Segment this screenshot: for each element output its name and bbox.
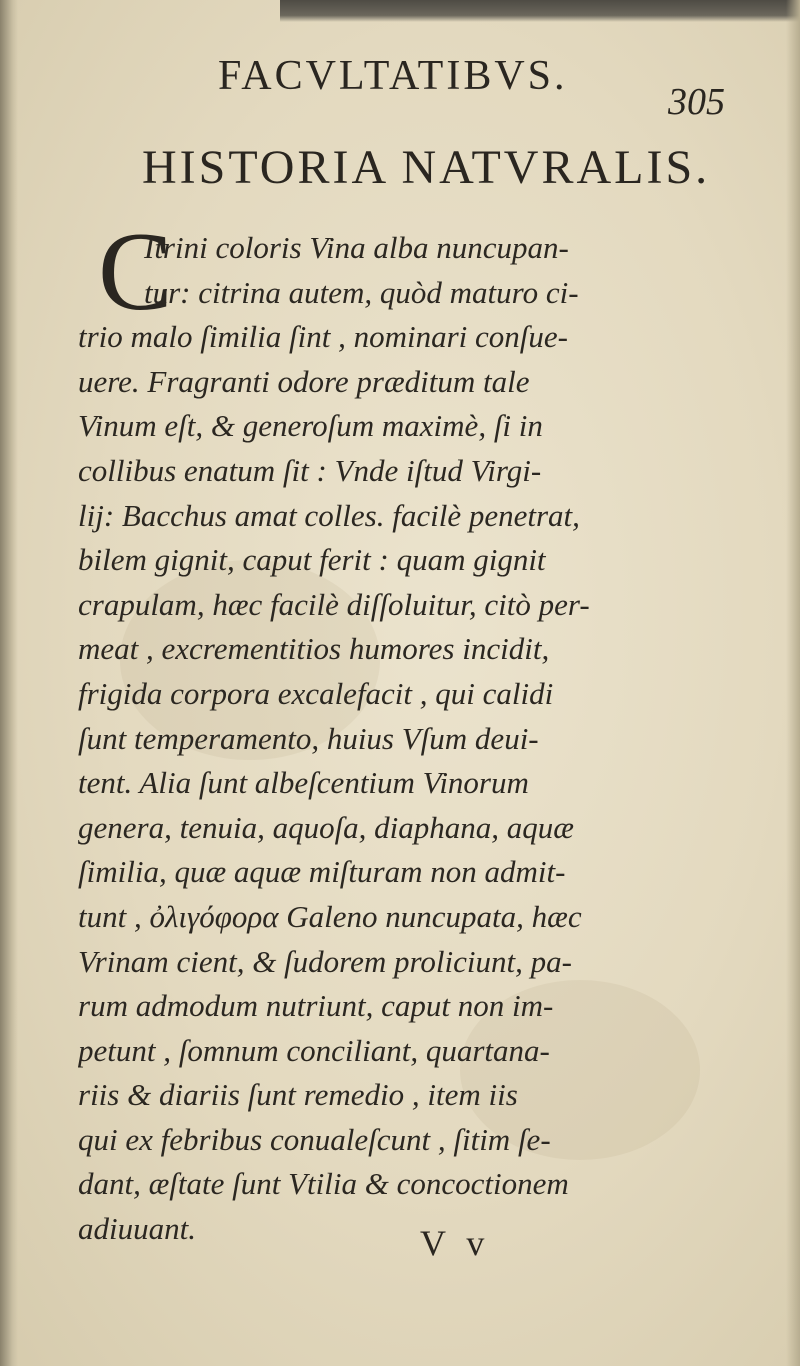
text-line: tunt , ὀλιγόφορα Galeno nuncupata, hæc (78, 898, 582, 934)
text-line: frigida corpora excalefacit , qui calidi (78, 675, 554, 711)
text-line: genera, tenuia, aquoſa, diaphana, aquæ (78, 809, 574, 845)
text-line: collibus enatum ſit : Vnde iſtud Virgi- (78, 452, 542, 488)
text-line: crapulam, hæc facilè diſſoluitur, citò per- (78, 586, 590, 622)
section-title: HISTORIA NATVRALIS. (142, 141, 711, 194)
text-line: bilem gignit, caput ferit : quam gignit (78, 542, 546, 578)
text-line: dant, æſtate ſunt Vtilia & concoctionem (78, 1166, 569, 1202)
text-line: meat , excrementitios humores incidit, (78, 631, 550, 667)
text-line: adiuuant. (78, 1211, 196, 1247)
text-line: Vrinam cient, & ſudorem proliciunt, pa- (78, 943, 572, 979)
text-line: lij: Bacchus amat colles. facilè penetrat, (78, 497, 580, 533)
text-line: ſunt temperamento, huius Vſum deui- (78, 720, 539, 756)
text-line: rum admodum nutriunt, caput non im- (78, 988, 554, 1024)
text-line: uere. Fragranti odore præditum tale (78, 363, 530, 399)
page-top-edge-shadow (280, 0, 800, 22)
page-right-edge (786, 0, 800, 1366)
text-line: tur: citrina autem, quòd maturo ci- (144, 274, 579, 310)
binding-gutter (0, 0, 18, 1366)
text-line: qui ex febribus conualeſcunt , ſitim ſe- (78, 1121, 551, 1157)
text-line: tent. Alia ſunt albeſcentium Vinorum (78, 765, 529, 801)
text-line: riis & diariis ſunt remedio , item iis (78, 1077, 518, 1113)
text-line: petunt , ſomnum conciliant, quartana- (78, 1032, 550, 1068)
signature-mark: V v (420, 1223, 491, 1263)
text-line: Itrini coloris Vina alba nuncupan- (144, 230, 569, 265)
page-number: 305 (668, 81, 725, 123)
body-text (78, 226, 738, 1252)
text-line: Vinum eſt, & generoſum maximè, ſi in (78, 408, 543, 444)
text-line: ſimilia, quæ aquæ miſturam non admit- (78, 854, 566, 890)
text-line: trio malo ſimilia ſint , nominari conſue- (78, 319, 568, 355)
running-head: FACVLTATIBVS. (218, 53, 568, 99)
drop-cap: C (98, 210, 173, 334)
